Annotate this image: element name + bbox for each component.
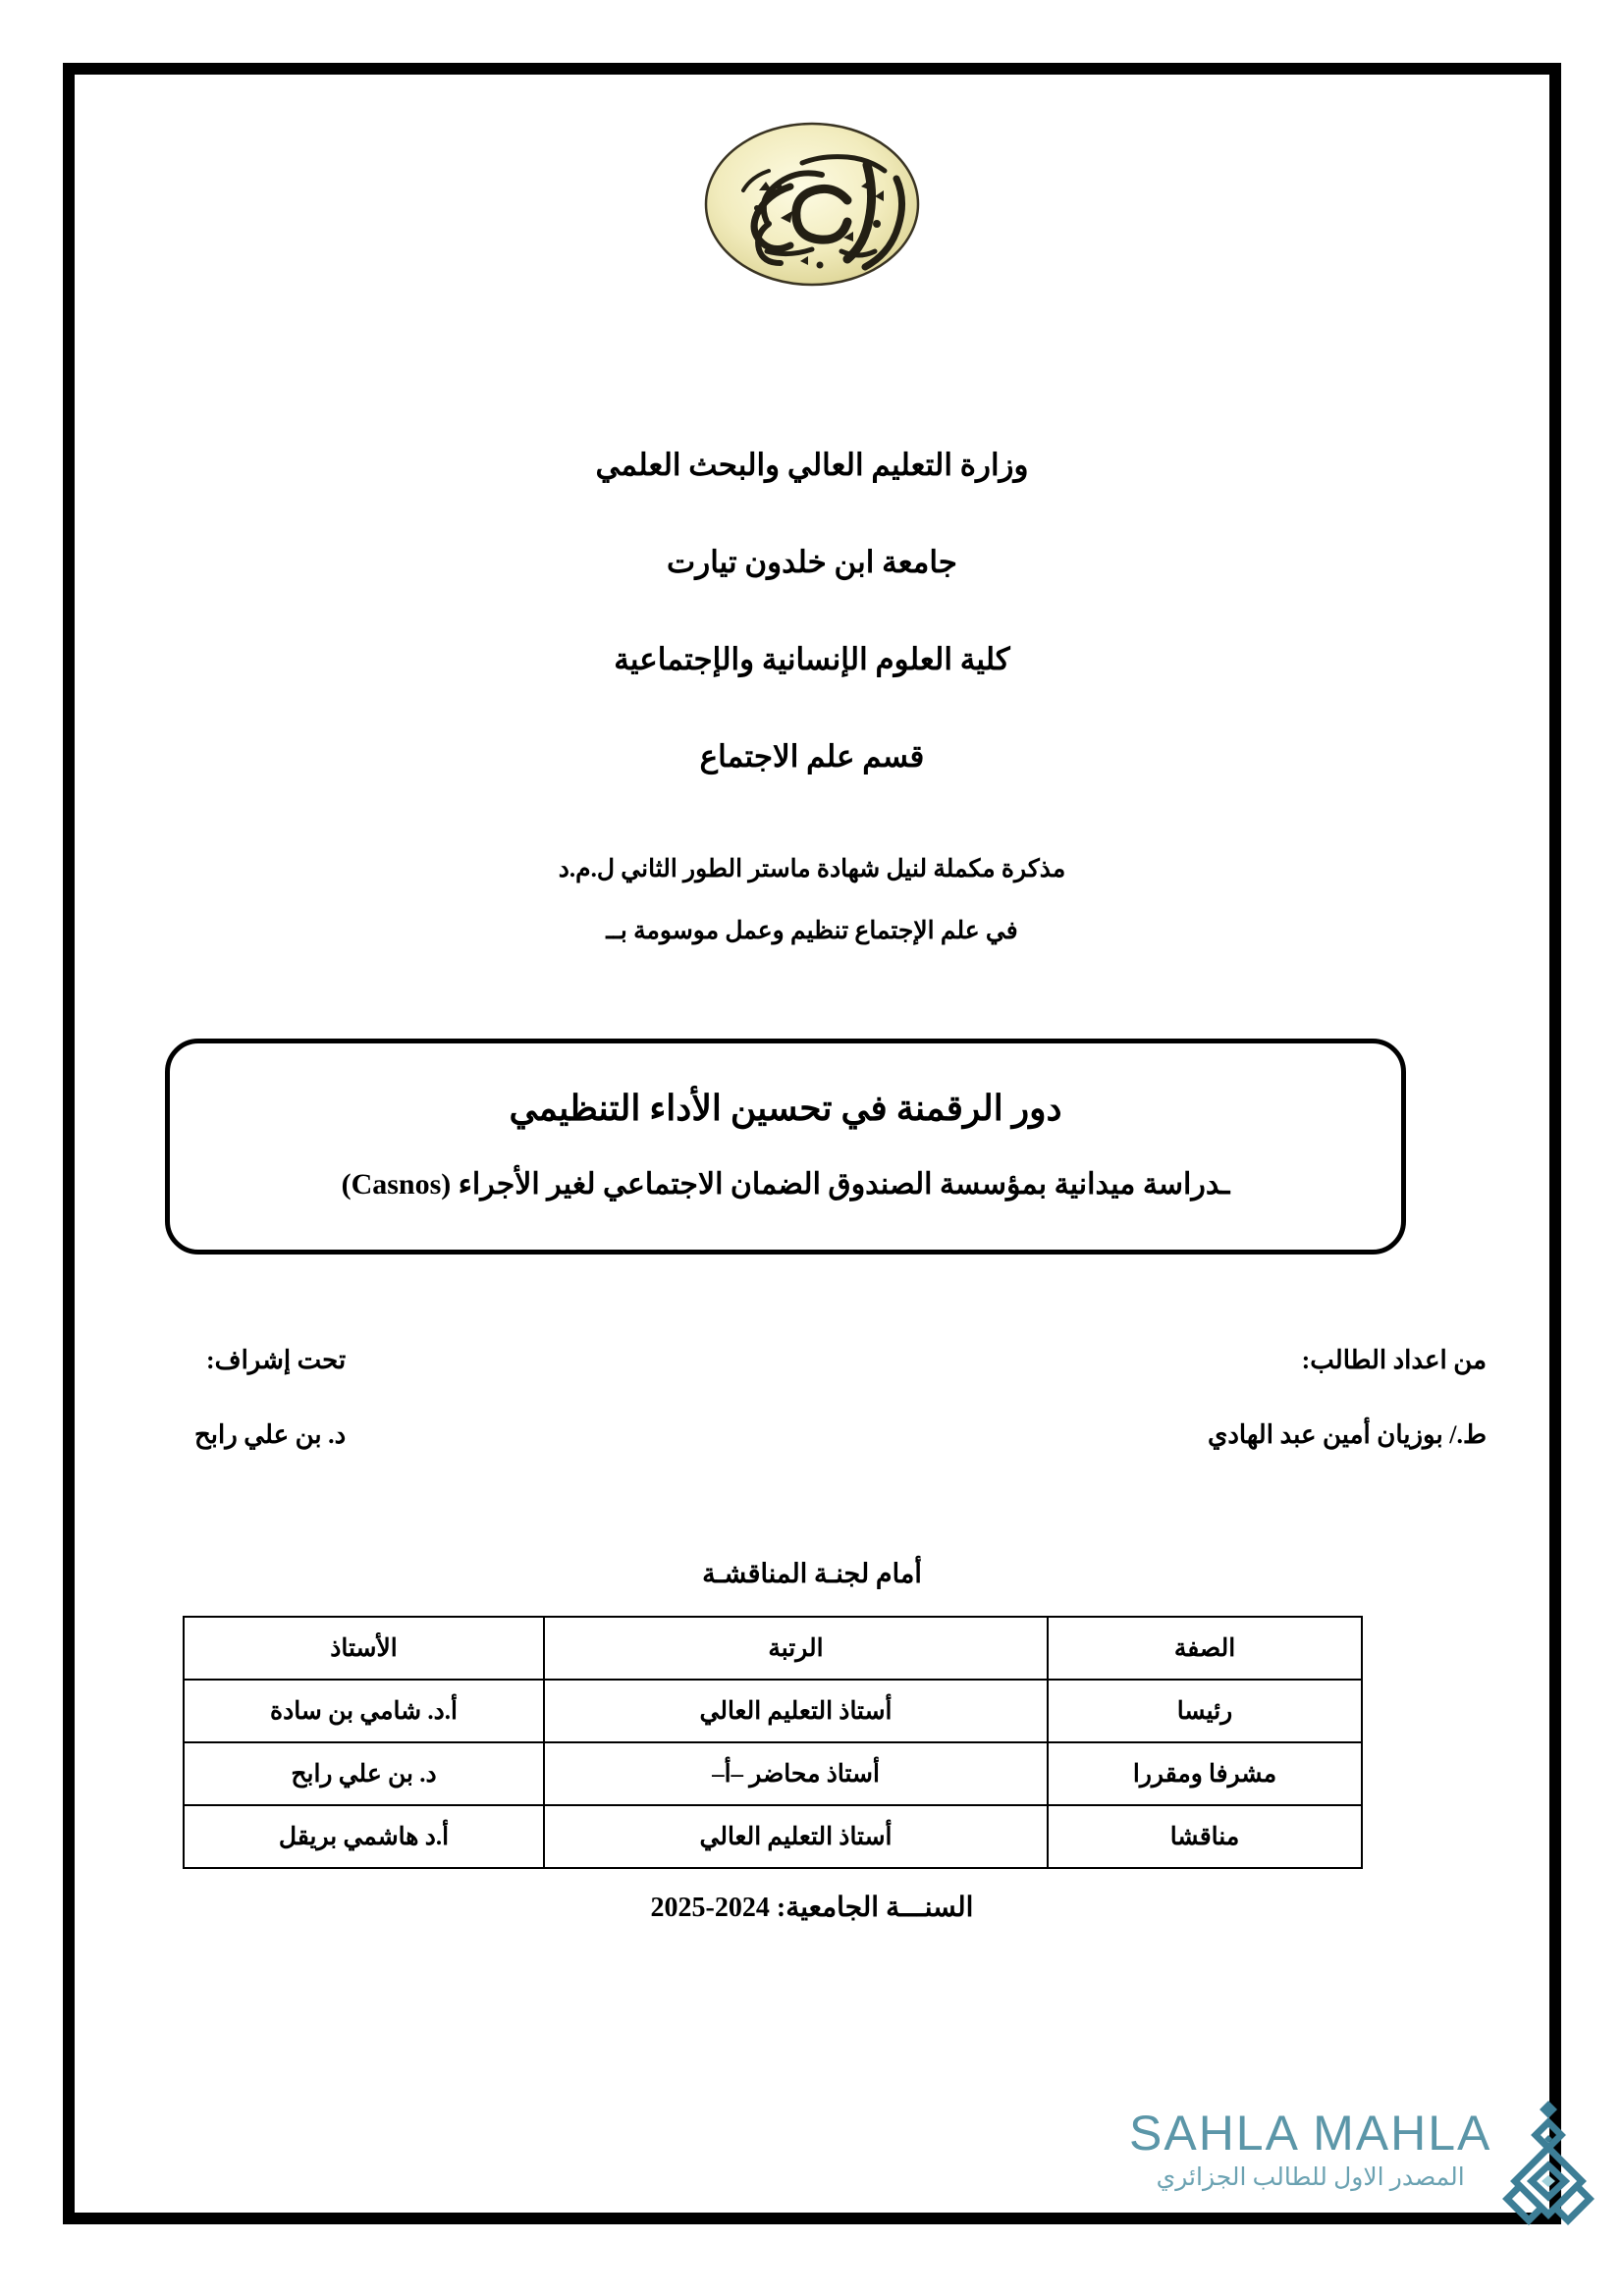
author-name: ط./ بوزيان أمين عبد الهادي [1207,1420,1487,1449]
column-header-sifa: الصفة [1048,1617,1362,1680]
table-row [184,1742,1362,1805]
table-row [184,1805,1362,1868]
degree-line-1: مذكرة مكملة لنيل شهادة ماستر الطور الثاني ل.م.د [558,856,1066,882]
cell-rutba: أستاذ محاضر –أ– [544,1742,1048,1805]
faculty-line: كلية العلوم الإنسانية والإجتماعية [614,642,1010,676]
institution-header [77,450,1547,838]
thesis-subtitle: ـدراسة ميدانية بمؤسسة الصندوق الضمان الاجتماعي لغير الأجراء (Casnos) [341,1168,1230,1201]
university-line: جامعة ابن خلدون تيارت [667,545,957,579]
cell-sifa: مشرفا ومقررا [1048,1742,1362,1805]
amazigh-diamond-icon [1497,2093,1599,2245]
cell-sifa: رئيسا [1048,1680,1362,1742]
people-block [77,1348,1547,1466]
page-content [77,77,1547,2211]
thesis-title: دور الرقمنة في تحسين الأداء التنظيمي [509,1089,1062,1128]
academic-year: السنـــة الجامعية: 2024-2025 [650,1893,974,1923]
emblem-container [77,106,1547,302]
cell-sifa: مناقشا [1048,1805,1362,1868]
column-header-rutba: الرتبة [544,1617,1048,1680]
degree-statement [77,857,1547,981]
ministry-line: وزارة التعليم العالي والبحث العلمي [595,448,1029,482]
watermark-title: SAHLA MAHLA [1129,2106,1492,2161]
column-header-ustath: الأستاذ [184,1617,544,1680]
watermark-text [1129,2093,1491,2190]
table-header-row [184,1617,1362,1680]
watermark-tagline: المصدر الاول للطالب الجزائري [1156,2164,1465,2191]
department-line: قسم علم الاجتماع [699,739,925,774]
jury-table [183,1616,1363,1869]
supervisor-label: تحت إشراف: [205,1346,347,1374]
cell-rutba: أستاذ التعليم العالي [544,1680,1048,1742]
cell-ustath: د. بن علي رابح [184,1742,544,1805]
watermark [1129,2093,1620,2255]
cell-rutba: أستاذ التعليم العالي [544,1805,1048,1868]
supervisor-name: د. بن علي رابح [194,1420,347,1449]
author-column [1208,1348,1487,1448]
table-row [184,1680,1362,1742]
jury-heading: أمام لجنـة المناقشـة [702,1559,922,1588]
supervisor-column [194,1348,346,1448]
university-seal-icon [675,106,949,302]
cell-ustath: أ.د. شامي بن سادة [184,1680,544,1742]
thesis-title-box [165,1039,1406,1255]
author-label: من اعداد الطالب: [1301,1346,1487,1374]
cell-ustath: أ.د هاشمي بريقل [184,1805,544,1868]
degree-line-2: في علم الإجتماع تنظيم وعمل موسومة بــ [606,918,1018,944]
